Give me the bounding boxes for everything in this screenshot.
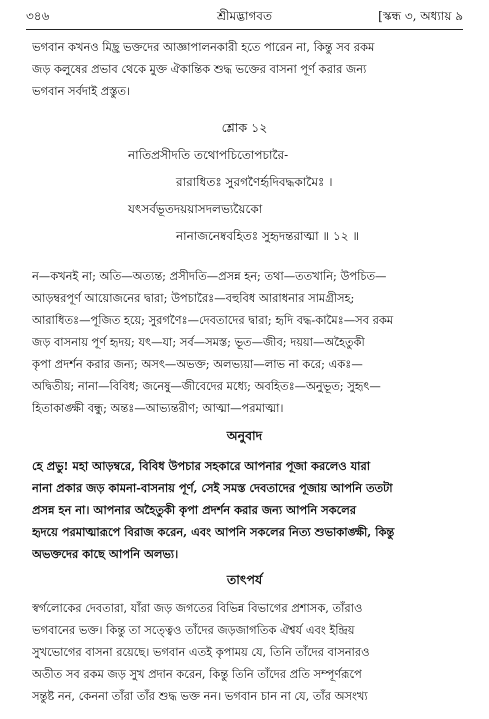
running-header	[26, 8, 463, 26]
verse-line: যৎসর্বভূতদয়য়াসদলভ্যয়ৈকো	[128, 202, 263, 216]
chapter-reference: [স্কন্ধ ৩, অধ্যায় ৯	[378, 9, 463, 23]
text-line: আরাধিতঃ—পূজিত হয়ে; সুরগণৈঃ—দেবতাদের দ্বারা; হৃদি বদ্ধ-কামৈঃ—সব রকম	[32, 313, 394, 327]
synonyms-paragraph	[32, 265, 462, 419]
text-line: জড় বাসনায় পূর্ণ হৃদয়; যৎ—যা; সর্ব—সমস্ত; ভূত—জীব; দয়য়া—অহৈতুকী	[32, 335, 365, 349]
verse-heading: শ্লোক ১২	[221, 120, 268, 135]
text-line: সন্তুষ্ট নন, কেননা তাঁরা তাঁর শুদ্ধ ভক্ত নন। ভগবান চান না যে, তাঁর অসংখ্য	[32, 689, 368, 703]
intro-paragraph	[32, 36, 462, 102]
verse-line: নানাজনেষ্ববহিতঃ সুহৃদন্তরাত্মা ॥ ১২ ॥	[176, 229, 360, 243]
translation-paragraph	[32, 455, 462, 565]
text-line: অতীত সব রকম জড় সুখ প্রদান করেন, কিন্তু তিনি তাঁদের প্রতি সম্পূর্ণরূপে	[32, 667, 362, 681]
text-line: অভক্তদের কাছে আপনি অলভ্য।	[32, 547, 179, 561]
verse-line: নাতিপ্রসীদতি তথোপচিতোপচারৈ-	[128, 148, 289, 162]
book-title: শ্রীমদ্ভাগবত	[216, 9, 272, 23]
text-line: স্বর্গলোকের দেবতারা, যাঁরা জড় জগতের বিভিন্ন বিভাগের প্রশাসক, তাঁরাও	[32, 601, 363, 615]
text-line: জড় কলুষের প্রভাব থেকে মুক্ত ঐকান্তিক শুদ্ধ ভক্তের বাসনা পূর্ণ করার জন্য	[32, 62, 367, 76]
text-line: ন—কখনই না; অতি—অত্যন্ত; প্রসীদতি—প্রসন্ন হন; তথা—ততখানি; উপচিত—	[32, 269, 387, 283]
text-line: অদ্বিতীয়; নানা—বিবিধ; জনেষু—জীবেদের মধ্যে; অবহিতঃ—অনুভূত; সুহৃৎ—	[32, 379, 381, 393]
text-line: ভগবান সর্বদাই প্রস্তুত।	[32, 84, 131, 98]
text-line: হিতাকাঙ্ক্ষী বন্ধু; অন্তঃ—আভ্যন্তরীণ; আত্মা—পরমাত্মা।	[32, 401, 284, 415]
text-line: সুখভোগের বাসনা রয়েছে। ভগবান এতই কৃপাময় যে, তিনি তাঁদের বাসনারও	[32, 645, 370, 659]
text-line: আড়ম্বরপূর্ণ আয়োজনের দ্বারা; উপচারৈঃ—বহুবিধ আরাধনার সামগ্রীসহ;	[32, 291, 355, 305]
verse-line: রারাধিতঃ সুরগণৈর্হৃদিবদ্ধকামৈঃ ।	[176, 175, 333, 189]
text-line: ভগবান কখনও মিছ্র ভক্তদের আজ্ঞাপালনকারী হতে পারেন না, কিন্তু সব রকম	[32, 40, 375, 54]
text-line: প্রসন্ন হন না। আপনার অহৈতুকী কৃপা প্রদর্শন করার জন্য আপনি সকলের	[32, 503, 356, 517]
purport-paragraph	[32, 597, 462, 707]
text-line: ভগবানের ভক্ত। কিন্তু তা সত্ত্বেও তাঁদের জড়জাগতিক ঐশ্বর্য এবং ইন্দ্রিয়	[32, 623, 355, 637]
text-line: হে প্রভু! মহা আড়ম্বরে, বিবিধ উপচার সহকারে আপনার পূজা করলেও যারা	[32, 459, 371, 473]
text-line: কৃপা প্রদর্শন করার জন্য; অসৎ—অভক্ত; অলভ্যয়া—লাভ না করে; একঃ—	[32, 357, 363, 371]
text-line: হৃদয়ে পরমাত্মারূপে বিরাজ করেন, এবং আপনি সকলের নিত্য শুভাকাঙ্ক্ষী, কিন্তু	[32, 525, 395, 539]
header-rule	[26, 29, 463, 30]
translation-heading: অনুবাদ	[226, 428, 263, 443]
purport-heading: তাৎপর্য	[226, 572, 263, 587]
text-line: নানা প্রকার জড় কামনা-বাসনায় পূর্ণ, সেই সমস্ত দেবতাদের পূজায় আপনি ততটা	[32, 481, 393, 495]
page-number: ৩৪৬	[26, 9, 50, 23]
